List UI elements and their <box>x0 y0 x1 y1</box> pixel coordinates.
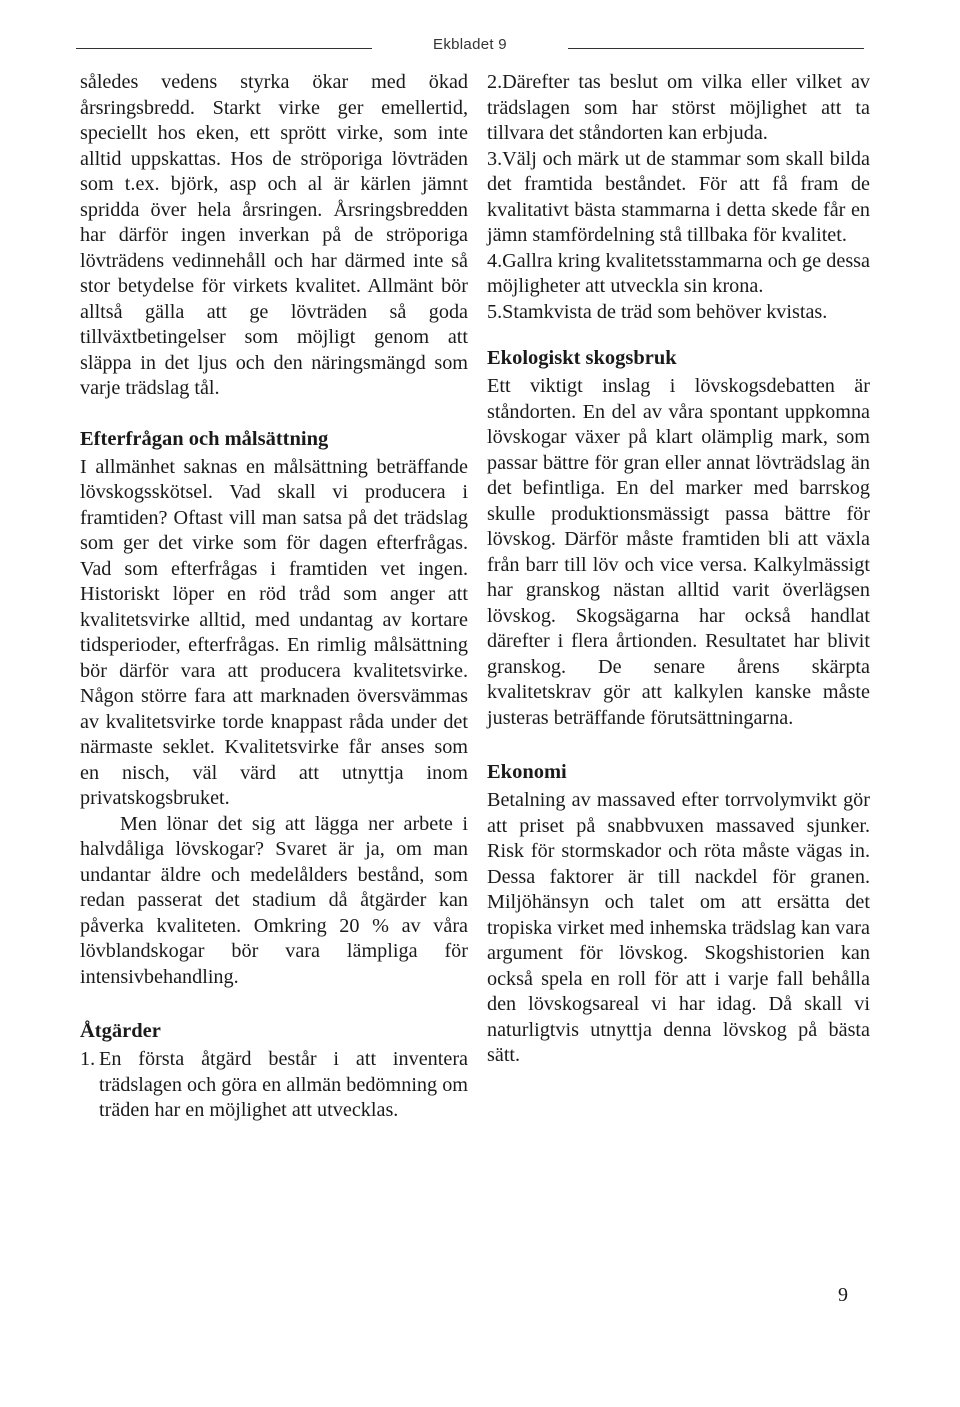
list-item-text: Gallra kring kvalitetsstammarna och ge dessa möjligheter att utveckla sin krona. <box>487 249 870 297</box>
action-list <box>80 1047 468 1124</box>
page-number: 9 <box>838 1284 848 1306</box>
right-column <box>487 70 870 1069</box>
list-item-number: 3. <box>487 147 503 170</box>
header-rule-right <box>568 48 864 49</box>
list-item-text: Därefter tas beslut om vilka eller vilket av trädslagen som har störst möjlighet att ta tillvara det ståndorten kan erbjuda. <box>487 71 870 144</box>
paragraph: I allmänhet saknas en målsättning beträffande lövskogsskötsel. Vad skall vi producera i framtiden? Oftast vill man satsa på det trädslag som ger det virke som för dagen efterfrågas. Vad som efterfrågas i framtiden vet ingen. Historiskt löper en röd tråd som anger att kvalitetsvirke alltid, med undantag av kortare tidsperioder, efterfrågas. En rimlig målsättning bör därför vara att producera kvalitetsvirke. Någon större fara att marknaden översvämmas av kvalitetsvirke torde knappast råda under det närmaste seklet. Kvalitetsvirke får anses som en nisch, väl värd att utnyttja inom privatskogsbruket. <box>80 455 468 809</box>
action-list-continued <box>487 70 870 325</box>
list-item-text: En första åtgärd består i att inventera trädslagen och göra en allmän bedömning om träden har en möjlighet att utvecklas. <box>99 1048 468 1121</box>
list-item-number: 5. <box>487 300 503 323</box>
list-item <box>487 70 870 147</box>
list-item <box>487 300 870 326</box>
section-heading: Ekonomi <box>487 761 567 783</box>
list-item-text: Välj och märk ut de stammar som skall bilda det framtida beståndet. För att få fram de kvalitativt bästa stammarna i detta skede får en jämn stamfördelning stå tillbaka för kvalitet. <box>487 147 870 246</box>
section-heading: Efterfrågan och målsättning <box>80 427 329 450</box>
section-heading: Ekologiskt skogsbruk <box>487 347 677 369</box>
left-column <box>80 70 468 1124</box>
list-item <box>487 249 870 300</box>
list-item-text: Stamkvista de träd som behöver kvistas. <box>502 300 828 323</box>
paragraph: Ett viktigt inslag i lövskogsdebatten är ståndorten. En del av våra spontant uppkomna lövskogar växer på klart olämplig mark, som passar bättre för gran eller annat lövträdslag än det befintliga. En del marker med barrskog skulle produktionsmässigt passa bättre för lövskog. Därför måste framtiden bli att växla från barr till löv och vice versa. Kalkylmässigt har granskog nästan alltid varit överlägsen lövskog. Skogsägarna har också handlat därefter i flera årtionden. Resultatet har blivit granskog. De senare årens skärpta kvalitetskrav gör att kalkylen kanske måste justeras beträffande förutsättningarna. <box>487 375 870 729</box>
list-item-number: 1. <box>80 1048 96 1070</box>
list-item-number: 2. <box>487 71 503 93</box>
paragraph: således vedens styrka ökar med ökad årsringsbredd. Starkt virke ger emellertid, speciellt hos eken, ett sprött virke, som inte alltid uppskattas. Hos de ströporiga lövträden som t.ex. björk, asp och al är kärlen jämnt spridda över hela årsringen. Årsringsbredden har därför ingen inverkan på de ströporiga lövträdens vedinnehåll och har därmed inte så stor betydelse för virkets kvalitet. Allmänt bör alltså gälla att ge lövträden så goda tillväxtbetingelser som möjligt genom att släppa in det ljus och den näringsmängd som varje trädslag tål. <box>80 71 468 399</box>
running-header <box>76 34 864 64</box>
list-item-number: 4. <box>487 249 503 272</box>
running-header-title: Ekbladet 9 <box>433 36 507 53</box>
paragraph: Betalning av massaved efter torrvolymvikt gör att priset på snabbvuxen massaved sjunker. Risk för stormskador och röta måste vägas in. Dessa faktorer är till nackdel för granen. Miljöhänsyn och talet om att ersätta det tropiska virket med inhemska trädslag kan vara argument för lövskog. Skogshistorien kan också spela en roll för att i varje fall behålla den lövskogsareal vi har idag. Då skall vi naturligtvis utnyttja denna lövskog på bästa sätt. <box>487 789 870 1066</box>
section-heading: Åtgärder <box>80 1020 161 1042</box>
paragraph: Men lönar det sig att lägga ner arbete i halvdåliga lövskogar? Svaret är ja, om man undantar äldre och medelålders bestånd, som redan passerat det stadium då åtgärder kan påverka kvaliteten. Omkring 20 % av våra lövblandskogar bör vara lämpliga för intensivbehandling. <box>80 812 468 988</box>
list-item <box>80 1047 468 1124</box>
list-item <box>487 147 870 249</box>
